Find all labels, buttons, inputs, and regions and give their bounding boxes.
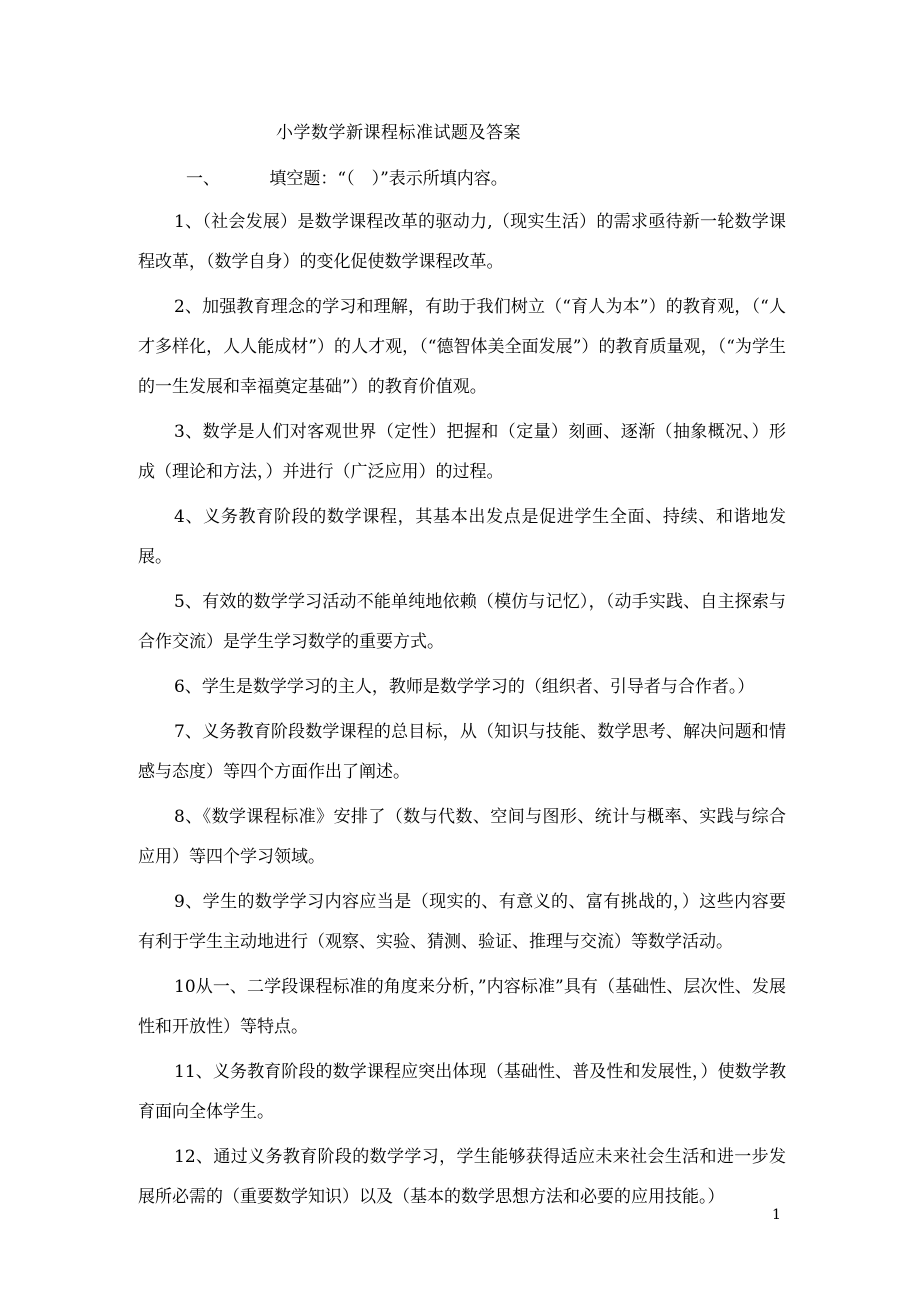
question-4: 4、义务教育阶段的数学课程，其基本出发点是促进学生全面、持续、和谐地发展。 — [138, 507, 786, 567]
question-7: 7、义务教育阶段数学课程的总目标，从（知识与技能、数学思考、解决问题和情感与态度）等四个方面作出了阐述。 — [138, 722, 786, 782]
question-8: 8、《数学课程标准》安排了（数与代数、空间与图形、统计与概率、实践与综合应用）等四个学习领域。 — [138, 807, 786, 867]
question-3: 3、数学是人们对客观世界（定性）把握和（定量）刻画、逐渐（抽象概况、）形成（理论和方法，）并进行（广泛应用）的过程。 — [138, 422, 786, 482]
question-12: 12、通过义务教育阶段的数学学习，学生能够获得适应未来社会生活和进一步发展所必需的（重要数学知识）以及（基本的数学思想方法和必要的应用技能。） — [138, 1147, 786, 1207]
question-6: 6、学生是数学学习的主人，教师是数学学习的（组织者、引导者与合作者。） — [174, 677, 755, 697]
question-list — [138, 202, 786, 1222]
question-1: 1、（社会发展）是数学课程改革的驱动力,（现实生活）的需求亟待新一轮数学课程改革，（数学自身）的变化促使数学课程改革。 — [138, 212, 786, 272]
section-number: 一、 — [186, 169, 220, 189]
question-10: 10从一、二学段课程标准的角度来分析，”内容标准”具有（基础性、层次性、发展性和开放性）等特点。 — [138, 977, 786, 1037]
question-11: 11、义务教育阶段的数学课程应突出体现（基础性、普及性和发展性，）使数学教育面向全体学生。 — [138, 1062, 786, 1122]
question-5: 5、有效的数学学习活动不能单纯地依赖（模仿与记忆），（动手实践、自主探索与合作交流）是学生学习数学的重要方式。 — [138, 592, 786, 652]
page-number: 1 — [772, 1207, 781, 1223]
section-title: 填空题：“（ ）”表示所填内容。 — [269, 169, 508, 189]
section-heading — [186, 164, 508, 189]
question-2: 2、加强教育理念的学习和理解，有助于我们树立（“育人为本”）的教育观，（“人才多样化，人人能成材”）的人才观，（“德智体美全面发展”）的教育质量观，（“为学生的一生发展和幸福奠定基础”）的教育价值观。 — [138, 297, 786, 397]
question-9: 9、学生的数学学习内容应当是（现实的、有意义的、富有挑战的，）这些内容要有利于学生主动地进行（观察、实验、猜测、验证、推理与交流）等数学活动。 — [138, 892, 786, 952]
document-title: 小学数学新课程标准试题及答案 — [276, 123, 521, 143]
